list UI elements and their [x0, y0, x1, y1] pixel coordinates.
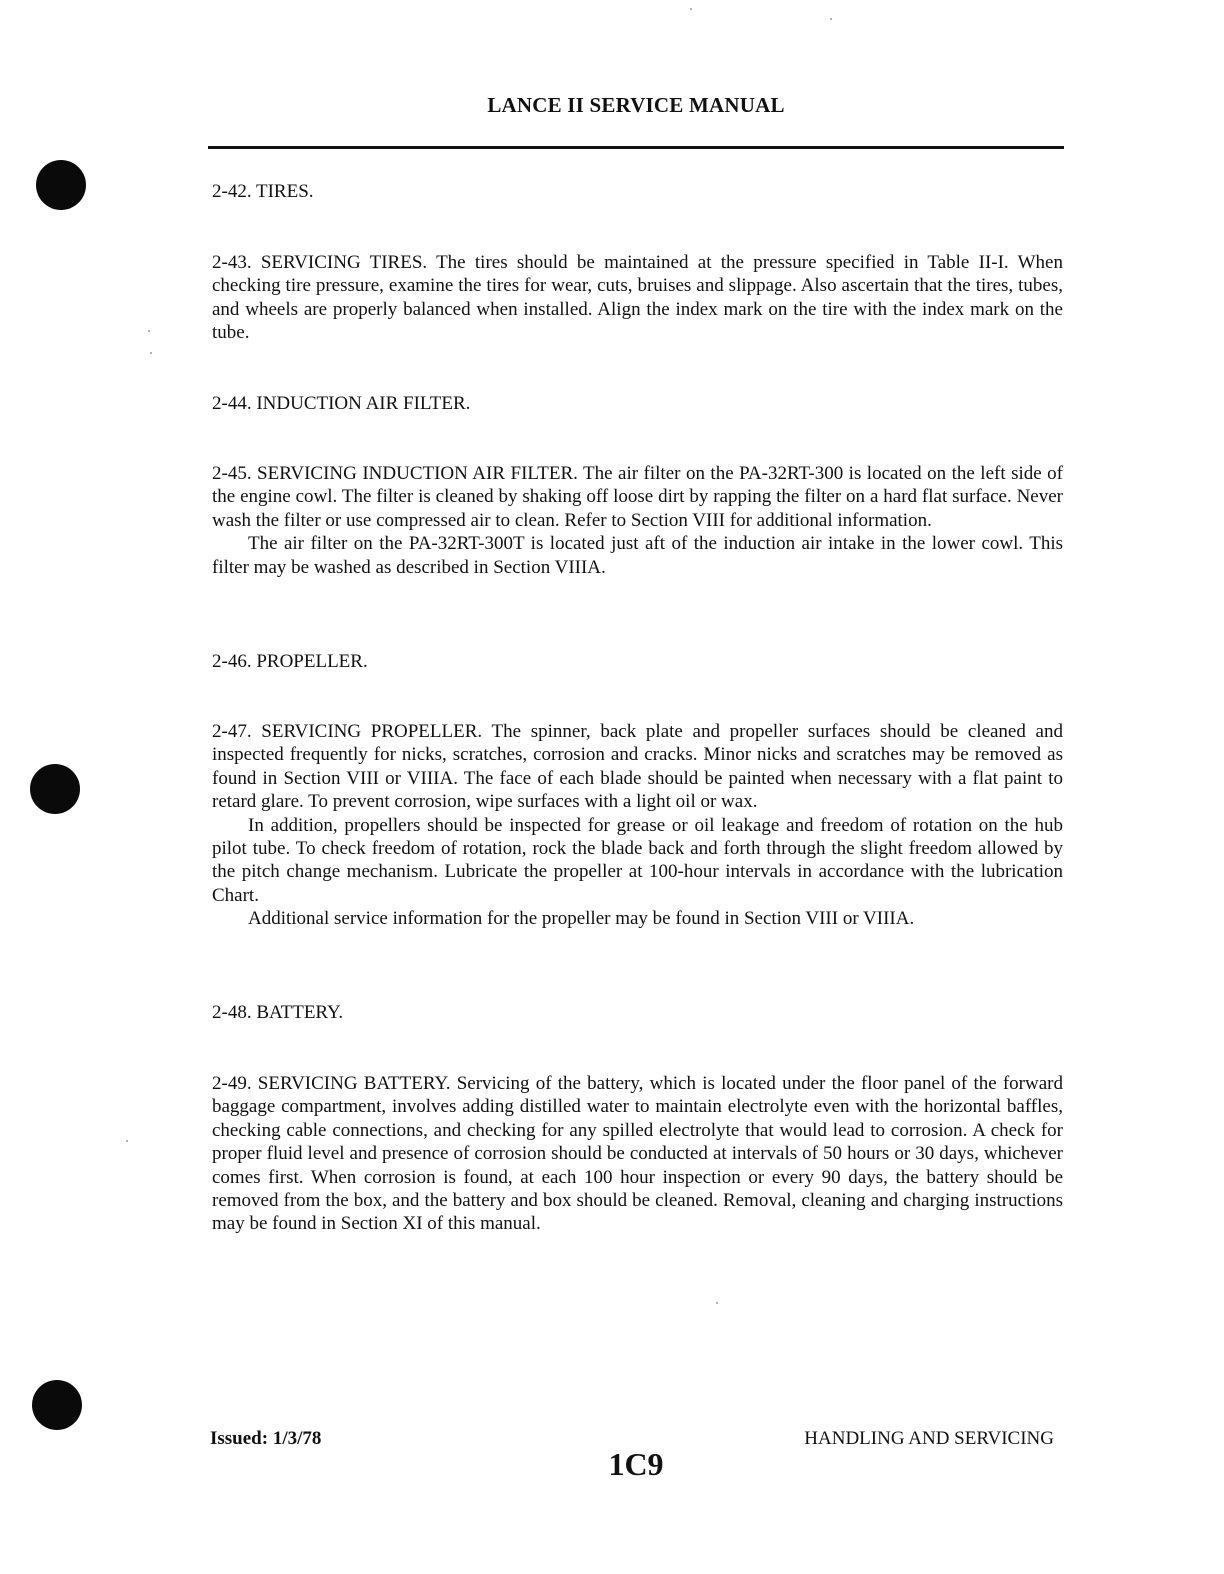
heading-2-46: 2-46. PROPELLER.: [212, 651, 368, 672]
scan-speck: [150, 352, 152, 354]
scan-speck: [716, 1302, 718, 1304]
section-2-49: [212, 1072, 1063, 1236]
scan-speck: [148, 330, 150, 332]
paragraph-2-43: 2-43. SERVICING TIRES. The tires should be maintained at the pressure specified in Table II-I. When checking tire pressure, examine the tires for wear, cuts, bruises and slippage. Also ascertain that the tires, tubes, and wheels are properly balanced when installed. Align the index mark on the tire with the index mark on the tube.: [212, 252, 1063, 344]
issued-date: Issued: 1/3/78: [210, 1428, 322, 1449]
paragraph-2-47-a: 2-47. SERVICING PROPELLER. The spinner, back plate and propeller surfaces should be cleaned and inspected frequently for nicks, scratches, corrosion and cracks. Minor nicks and scratches may be removed as found in Section VIII or VIIIA. The face of each blade should be painted when necessary with a flat paint to retard glare. To prevent corrosion, wipe surfaces with a light oil or wax.: [212, 721, 1063, 813]
manual-title: LANCE II SERVICE MANUAL: [487, 93, 785, 117]
scan-speck: [690, 8, 692, 10]
section-2-43: [212, 251, 1063, 345]
punch-hole-top: [36, 160, 86, 210]
section-2-47: [212, 720, 1063, 931]
punch-hole-bottom: [32, 1380, 82, 1430]
header-rule: [208, 146, 1064, 149]
paragraph-2-45-a: 2-45. SERVICING INDUCTION AIR FILTER. The air filter on the PA-32RT-300 is located on the left side of the engine cowl. The filter is cleaned by shaking off loose dirt by rapping the filter on a hard flat surface. Never wash the filter or use compressed air to clean. Refer to Section VIII for additional information.: [212, 463, 1063, 531]
paragraph-2-45-b: The air filter on the PA-32RT-300T is located just aft of the induction air intake in the lower cowl. This filter may be washed as described in Section VIIIA.: [212, 533, 1063, 578]
paragraph-2-49: 2-49. SERVICING BATTERY. Servicing of the battery, which is located under the floor panel of the forward baggage compartment, involves adding distilled water to maintain electrolyte even with the horizontal baffles, checking cable connections, and checking for any spilled electrolyte that would lead to corrosion. A check for proper fluid level and presence of corrosion should be conducted at intervals of 50 hours or 30 days, whichever comes first. When corrosion is found, at each 100 hour inspection or every 90 days, the battery should be removed from the box, and the battery and box should be cleaned. Removal, cleaning and charging instructions may be found in Section XI of this manual.: [212, 1073, 1063, 1235]
punch-hole-middle: [30, 764, 80, 814]
scan-speck: [830, 18, 832, 20]
paragraph-2-47-b: In addition, propellers should be inspected for grease or oil leakage and freedom of rotation on the hub pilot tube. To check freedom of rotation, rock the blade back and forth through the slight freedom allowed by the pitch change mechanism. Lubricate the propeller at 100-hour intervals in accordance with the lubrication Chart.: [212, 814, 1063, 906]
paragraph-2-47-c: Additional service information for the propeller may be found in Section VIII or VIIIA.: [248, 908, 915, 930]
page-number: 1C9: [608, 1446, 664, 1482]
section-2-45: [212, 462, 1063, 579]
scan-speck: [126, 1140, 128, 1142]
heading-2-44: 2-44. INDUCTION AIR FILTER.: [212, 393, 471, 414]
section-name: HANDLING AND SERVICING: [804, 1428, 1054, 1449]
heading-2-42: 2-42. TIRES.: [212, 181, 314, 202]
heading-2-48: 2-48. BATTERY.: [212, 1002, 344, 1023]
